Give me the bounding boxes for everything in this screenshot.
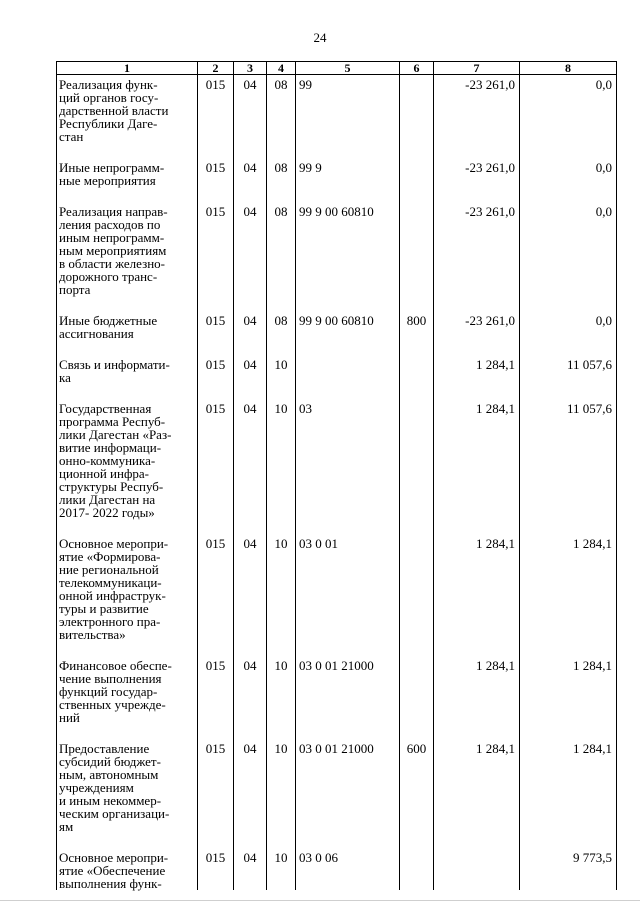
- section-code-cell: 015: [198, 641, 234, 724]
- expense-type-cell: [400, 384, 434, 519]
- target-article-cell: [296, 340, 400, 384]
- total-amount-cell: 0,0: [520, 143, 617, 187]
- table-row: [57, 340, 617, 384]
- page-number: 24: [313, 30, 327, 45]
- expense-type-cell: 600: [400, 724, 434, 833]
- table-row: [57, 724, 617, 833]
- target-article-cell: 03 0 06: [296, 833, 400, 890]
- item-code-cell: 08: [267, 187, 296, 296]
- row-name-cell: Реализация функ- ций органов госу- дарственной власти Республики Даге- стан: [57, 75, 198, 144]
- item-code-cell: 10: [267, 340, 296, 384]
- section-code-cell: 015: [198, 724, 234, 833]
- scan-edge-line: [0, 900, 640, 901]
- column-header: 7: [434, 62, 520, 75]
- section-code-cell: 015: [198, 384, 234, 519]
- row-name-cell: Иные бюджетные ассигнования: [57, 296, 198, 340]
- subsection-code-cell: 04: [234, 519, 267, 641]
- column-header: 2: [198, 62, 234, 75]
- item-code-cell: 10: [267, 833, 296, 890]
- change-amount-cell: -23 261,0: [434, 187, 520, 296]
- row-name-cell: Государственная программа Респуб- лики Дагестан «Раз- витие информаци- онно-коммуника- ционной инфра- структуры Респуб- лики Дагестан на 2017- 2022 годы»: [57, 384, 198, 519]
- row-name-cell: Связь и информати- ка: [57, 340, 198, 384]
- table-row: [57, 75, 617, 144]
- subsection-code-cell: 04: [234, 187, 267, 296]
- subsection-code-cell: 04: [234, 340, 267, 384]
- item-code-cell: 08: [267, 75, 296, 144]
- table-row: [57, 519, 617, 641]
- section-code-cell: 015: [198, 143, 234, 187]
- total-amount-cell: 0,0: [520, 75, 617, 144]
- change-amount-cell: 1 284,1: [434, 519, 520, 641]
- table-row: [57, 384, 617, 519]
- target-article-cell: 03 0 01: [296, 519, 400, 641]
- change-amount-cell: 1 284,1: [434, 384, 520, 519]
- subsection-code-cell: 04: [234, 641, 267, 724]
- item-code-cell: 10: [267, 519, 296, 641]
- section-code-cell: 015: [198, 519, 234, 641]
- total-amount-cell: 11 057,6: [520, 384, 617, 519]
- column-header: 6: [400, 62, 434, 75]
- change-amount-cell: 1 284,1: [434, 340, 520, 384]
- expense-type-cell: [400, 833, 434, 890]
- item-code-cell: 10: [267, 724, 296, 833]
- expense-type-cell: [400, 641, 434, 724]
- item-code-cell: 08: [267, 143, 296, 187]
- subsection-code-cell: 04: [234, 724, 267, 833]
- expense-type-cell: [400, 340, 434, 384]
- column-header: 3: [234, 62, 267, 75]
- section-code-cell: 015: [198, 75, 234, 144]
- target-article-cell: 99 9 00 60810: [296, 187, 400, 296]
- column-header: 1: [57, 62, 198, 75]
- total-amount-cell: 0,0: [520, 187, 617, 296]
- section-code-cell: 015: [198, 187, 234, 296]
- subsection-code-cell: 04: [234, 143, 267, 187]
- change-amount-cell: -23 261,0: [434, 296, 520, 340]
- target-article-cell: 99 9 00 60810: [296, 296, 400, 340]
- target-article-cell: 03: [296, 384, 400, 519]
- subsection-code-cell: 04: [234, 384, 267, 519]
- column-header: 8: [520, 62, 617, 75]
- expense-type-cell: [400, 143, 434, 187]
- table-row: [57, 296, 617, 340]
- row-name-cell: Основное меропри- ятие «Обеспечение выполнения функ-: [57, 833, 198, 890]
- item-code-cell: 08: [267, 296, 296, 340]
- change-amount-cell: [434, 833, 520, 890]
- row-name-cell: Иные непрограмм- ные мероприятия: [57, 143, 198, 187]
- change-amount-cell: 1 284,1: [434, 641, 520, 724]
- section-code-cell: 015: [198, 340, 234, 384]
- budget-table: [56, 61, 617, 890]
- total-amount-cell: 0,0: [520, 296, 617, 340]
- change-amount-cell: -23 261,0: [434, 143, 520, 187]
- total-amount-cell: 11 057,6: [520, 340, 617, 384]
- table-row: [57, 187, 617, 296]
- table-row: [57, 143, 617, 187]
- row-name-cell: Финансовое обеспе- чение выполнения функций государ- ственных учрежде- ний: [57, 641, 198, 724]
- change-amount-cell: -23 261,0: [434, 75, 520, 144]
- subsection-code-cell: 04: [234, 296, 267, 340]
- section-code-cell: 015: [198, 833, 234, 890]
- table-row: [57, 641, 617, 724]
- target-article-cell: 03 0 01 21000: [296, 641, 400, 724]
- target-article-cell: 99 9: [296, 143, 400, 187]
- row-name-cell: Реализация направ- ления расходов по иным непрограмм- ным мероприятиям в области железно- дорожного транс- порта: [57, 187, 198, 296]
- item-code-cell: 10: [267, 641, 296, 724]
- column-header: 4: [267, 62, 296, 75]
- expense-type-cell: 800: [400, 296, 434, 340]
- expense-type-cell: [400, 187, 434, 296]
- item-code-cell: 10: [267, 384, 296, 519]
- change-amount-cell: 1 284,1: [434, 724, 520, 833]
- subsection-code-cell: 04: [234, 75, 267, 144]
- row-name-cell: Предоставление субсидий бюджет- ным, автономным учреждениям и иным некоммер- ческим организаци- ям: [57, 724, 198, 833]
- table-row: [57, 833, 617, 890]
- row-name-cell: Основное меропри- ятие «Формирова- ние региональной телекоммуникаци- онной инфраструк- туры и развитие электронного пра- вительства»: [57, 519, 198, 641]
- total-amount-cell: 1 284,1: [520, 641, 617, 724]
- section-code-cell: 015: [198, 296, 234, 340]
- subsection-code-cell: 04: [234, 833, 267, 890]
- column-header: 5: [296, 62, 400, 75]
- total-amount-cell: 1 284,1: [520, 519, 617, 641]
- target-article-cell: 03 0 01 21000: [296, 724, 400, 833]
- total-amount-cell: 9 773,5: [520, 833, 617, 890]
- expense-type-cell: [400, 75, 434, 144]
- total-amount-cell: 1 284,1: [520, 724, 617, 833]
- table-header-row: [57, 62, 617, 75]
- target-article-cell: 99: [296, 75, 400, 144]
- expense-type-cell: [400, 519, 434, 641]
